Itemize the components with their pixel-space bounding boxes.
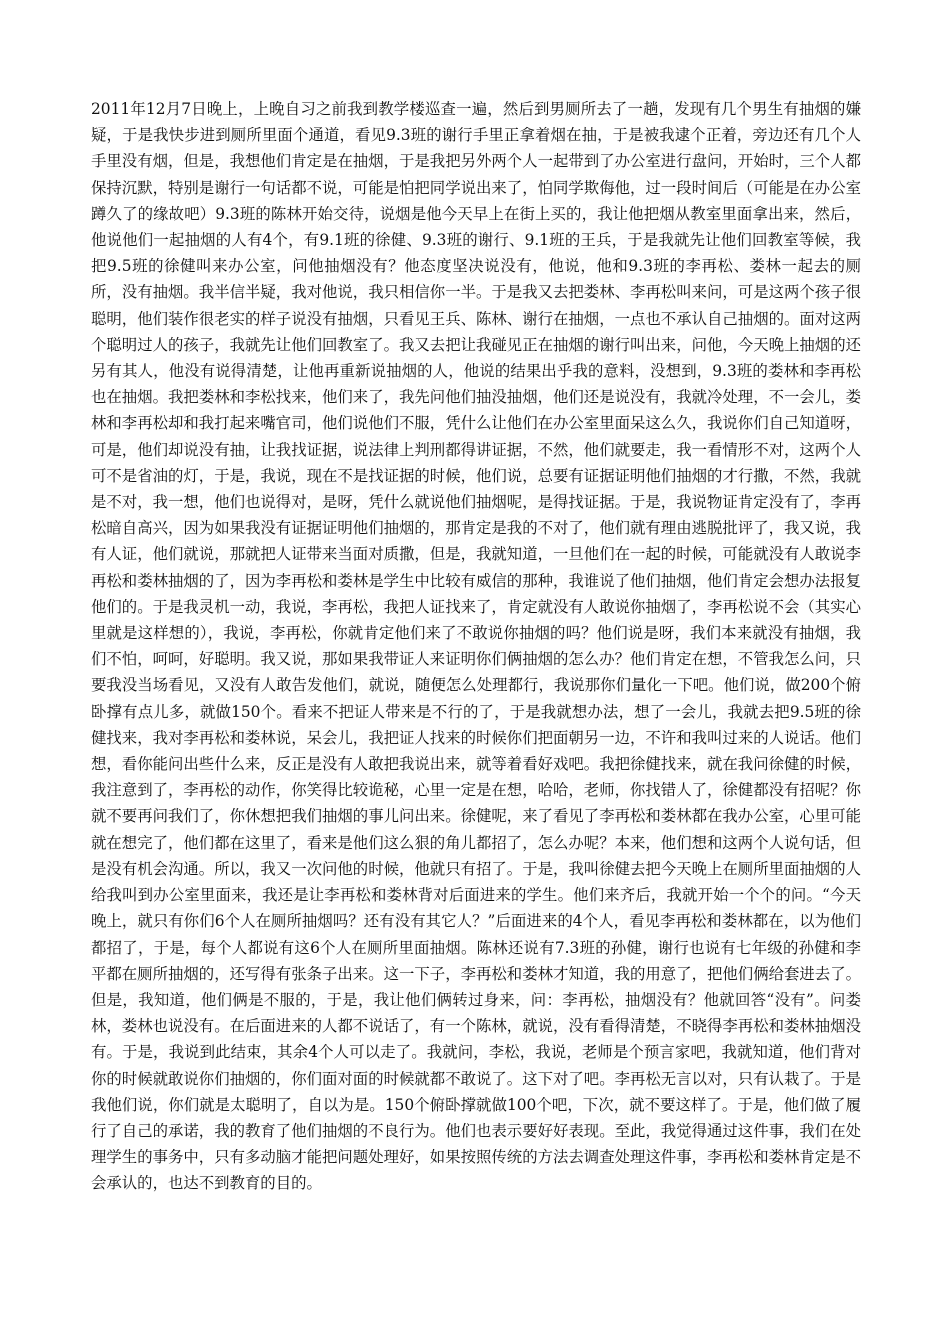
body-paragraph: 2011年12月7日晚上，上晚自习之前我到教学楼巡查一遍，然后到男厕所去了一趟，发现有几个男生有抽烟的嫌疑，于是我快步进到厕所里面个通道，看见9.3班的谢行手里正拿着烟在抽，于是被我逮个正着，旁边还有几个人手里没有烟，但是，我想他们肯定是在抽烟，于是我把另外两个人一起带到了办公室进行盘问，开始时，三个人都保持沉默，特别是谢行一句话都不说，可能是怕把同学说出来了，怕同学欺侮他，过一段时间后（可能是在办公室蹲久了的缘故吧）9.3班的陈林开始交待，说烟是他今天早上在街上买的，我让他把烟从教室里面拿出来，然后，他说他们一起抽烟的人有4个，有9.1班的徐健、9.3班的谢行、9.1班的王兵，于是我就先让他们回教室等候，我把9.5班的徐健叫来办公室，问他抽烟没有？他态度坚决说没有，他说，他和9.3班的李再松、娄林一起去的厕所，没有抽烟。我半信半疑，我对他说，我只相信你一半。于是我又去把娄林、李再松叫来问，可是这两个孩子很聪明，他们装作很老实的样子说没有抽烟，只看见王兵、陈林、谢行在抽烟，一点也不承认自己抽烟的。面对这两个聪明过人的孩子，我就先让他们回教室了。我又去把让我碰见正在抽烟的谢行叫出来，问他，今天晚上抽烟的还另有其人，他没有说得清楚，让他再重新说抽烟的人，他说的结果出乎我的意料，没想到，9.3班的娄林和李再松也在抽烟。我把娄林和李松找来，他们来了，我先问他们抽没抽烟，他们还是说没有，我就冷处理，不一会儿，娄林和李再松却和我打起来嘴官司，他们说他们不服，凭什么让他们在办公室里面呆这么久，我说你们自己知道呀，可是，他们却说没有抽，让我找证据，说法律上判刑都得讲证据，不然，他们就要走，我一看情形不对，这两个人可不是省油的灯，于是，我说，现在不是找证据的时候，他们说，总要有证据证明他们抽烟的才行撒，不然，我就是不对，我一想，他们也说得对，是呀，凭什么就说他们抽烟呢，是得找证据。于是，我说物证肯定没有了，李再松暗自高兴，因为如果我没有证据证明他们抽烟的，那肯定是我的不对了，他们就有理由逃脱批评了，我又说，我有人证，他们就说，那就把人证带来当面对质撒，但是，我就知道，一旦他们在一起的时候，可能就没有人敢说李再松和娄林抽烟的了，因为李再松和娄林是学生中比较有威信的那种，我谁说了他们抽烟，他们肯定会想办法报复他们的。于是我灵机一动，我说，李再松，我把人证找来了，肯定就没有人敢说你抽烟了，李再松说不会（其实心里就是这样想的），我说，李再松，你就肯定他们来了不敢说你抽烟的吗？他们说是呀，我们本来就没有抽烟，我们不怕，呵呵，好聪明。我又说，那如果我带证人来证明你们俩抽烟的怎么办？他们肯定在想，不管我怎么问，只要我没当场看见，又没有人敢告发他们，就说，随便怎么处理都行，我说那你们量化一下吧。他们说，做200个俯卧撑有点儿多，就做150个。看来不把证人带来是不行的了，于是我就想办法，想了一会儿，我就去把9.5班的徐健找来，我对李再松和娄林说，呆会儿，我把证人找来的时候你们把面朝另一边，不许和我叫过来的人说话。他们想，看你能问出些什么来，反正是没有人敢把我说出来，就等着看好戏吧。我把徐健找来，就在我问徐健的时候，我注意到了，李再松的动作，你笑得比较诡秘，心里一定是在想，哈哈，老师，你找错人了，徐健都没有招呢？你就不要再问我们了，你休想把我们抽烟的事儿问出来。徐健呢，来了看见了李再松和娄林都在我办公室，心里可能就在想完了，他们都在这里了，看来是他们这么狠的角儿都招了，怎么办呢？本来，他们想和这两个人说句话，但是没有机会沟通。所以，我又一次问他的时候，他就只有招了。于是，我叫徐健去把今天晚上在厕所里面抽烟的人给我叫到办公室里面来，我还是让李再松和娄林背对后面进来的学生。他们来齐后，我就开始一个个的问。“今天晚上，就只有你们6个人在厕所抽烟吗？还有没有其它人？”后面进来的4个人，看见李再松和娄林都在，以为他们都招了，于是，每个人都说有这6个人在厕所里面抽烟。陈林还说有7.3班的孙健，谢行也说有七年级的孙健和李平都在厕所抽烟的，还写得有张条子出来。这一下子，李再松和娄林才知道，我的用意了，把他们俩给套进去了。但是，我知道，他们俩是不服的，于是，我让他们俩转过身来，问：李再松，抽烟没有？他就回答“没有”。问娄林，娄林也说没有。在后面进来的人都不说话了，有一个陈林，就说，没有看得清楚，不晓得李再松和娄林抽烟没有。于是，我说到此结束，其余4个人可以走了。我就问，李松，我说，老师是个预言家吧，我就知道，他们背对你的时候就敢说你们抽烟的，你们面对面的时候就都不敢说了。这下对了吧。李再松无言以对，只有认栽了。于是我他们说，你们就是太聪明了，自以为是。150个俯卧撑就做100个吧，下次，就不要这样了。于是，他们做了履行了自己的承诺，我的教育了他们抽烟的不良行为。他们也表示要好好表现。至此，我觉得通过这件事，我们在处理学生的事务中，只有多动脑才能把问题处理好，如果按照传统的方法去调查处理这件事，李再松和娄林肯定是不会承认的，也达不到教育的目的。 [91, 100, 861, 1193]
